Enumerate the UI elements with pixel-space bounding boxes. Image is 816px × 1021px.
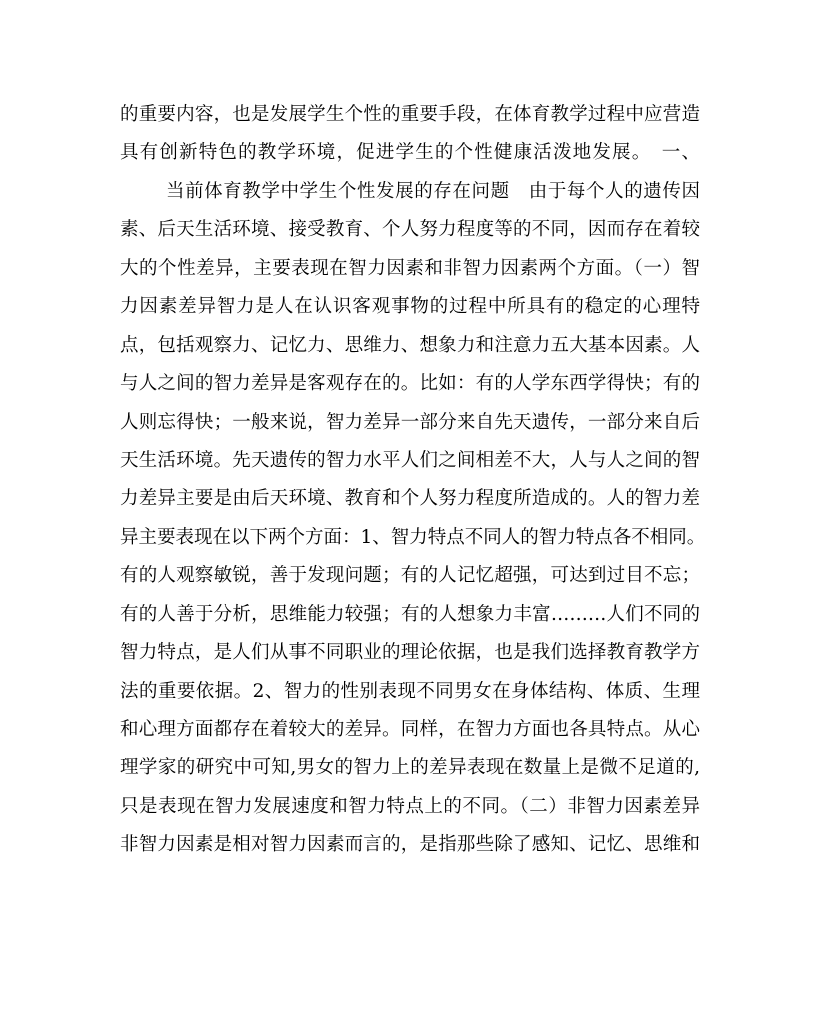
text-line: 有的人善于分析，思维能力较强；有的人想象力丰富………人们不同的 xyxy=(120,603,700,625)
text-line: 的重要内容，也是发展学生个性的重要手段，在体育教学过程中应营造 xyxy=(120,104,700,125)
text-line: 与人之间的智力差异是客观存在的。比如：有的人学东西学得快；有的 xyxy=(120,373,700,395)
text-line: 力因素差异智力是人在认识客观事物的过程中所具有的稳定的心理特 xyxy=(120,296,700,318)
text-line: 只是表现在智力发展速度和智力特点上的不同。（二）非智力因素差异 xyxy=(120,795,700,817)
text-line: 天生活环境。先天遗传的智力水平人们之间相差不大，人与人之间的智 xyxy=(120,449,700,471)
text-line: 非智力因素是相对智力因素而言的，是指那些除了感知、记忆、思维和 xyxy=(120,834,700,856)
text-line: 人则忘得快；一般来说，智力差异一部分来自先天遗传，一部分来自后 xyxy=(120,411,700,433)
text-line: 具有创新特色的教学环境，促进学生的个性健康活泼地发展。 一、 xyxy=(120,142,700,164)
text-line: 大的个性差异，主要表现在智力因素和非智力因素两个方面。（一）智 xyxy=(120,257,700,279)
text-line: 当前体育教学中学生个性发展的存在问题 由于每个人的遗传因 xyxy=(166,180,700,202)
text-line: 理学家的研究中可知,男女的智力上的差异表现在数量上是微不足道的, xyxy=(120,757,700,779)
text-line: 智力特点，是人们从事不同职业的理论依据，也是我们选择教育教学方 xyxy=(120,642,700,664)
text-line: 点，包括观察力、记忆力、思维力、想象力和注意力五大基本因素。人 xyxy=(120,334,700,356)
text-line: 异主要表现在以下两个方面：1、智力特点不同人的智力特点各不相同。 xyxy=(120,526,706,548)
text-line: 力差异主要是由后天环境、教育和个人努力程度所造成的。人的智力差 xyxy=(120,488,700,510)
text-line: 法的重要依据。2、智力的性别表现不同男女在身体结构、体质、生理 xyxy=(120,680,700,702)
text-line: 素、后天生活环境、接受教育、个人努力程度等的不同，因而存在着较 xyxy=(120,219,700,241)
text-line: 有的人观察敏锐，善于发现问题；有的人记忆超强，可达到过目不忘； xyxy=(120,565,700,587)
text-line: 和心理方面都存在着较大的差异。同样，在智力方面也各具特点。从心 xyxy=(120,719,700,740)
body-text xyxy=(120,96,706,865)
